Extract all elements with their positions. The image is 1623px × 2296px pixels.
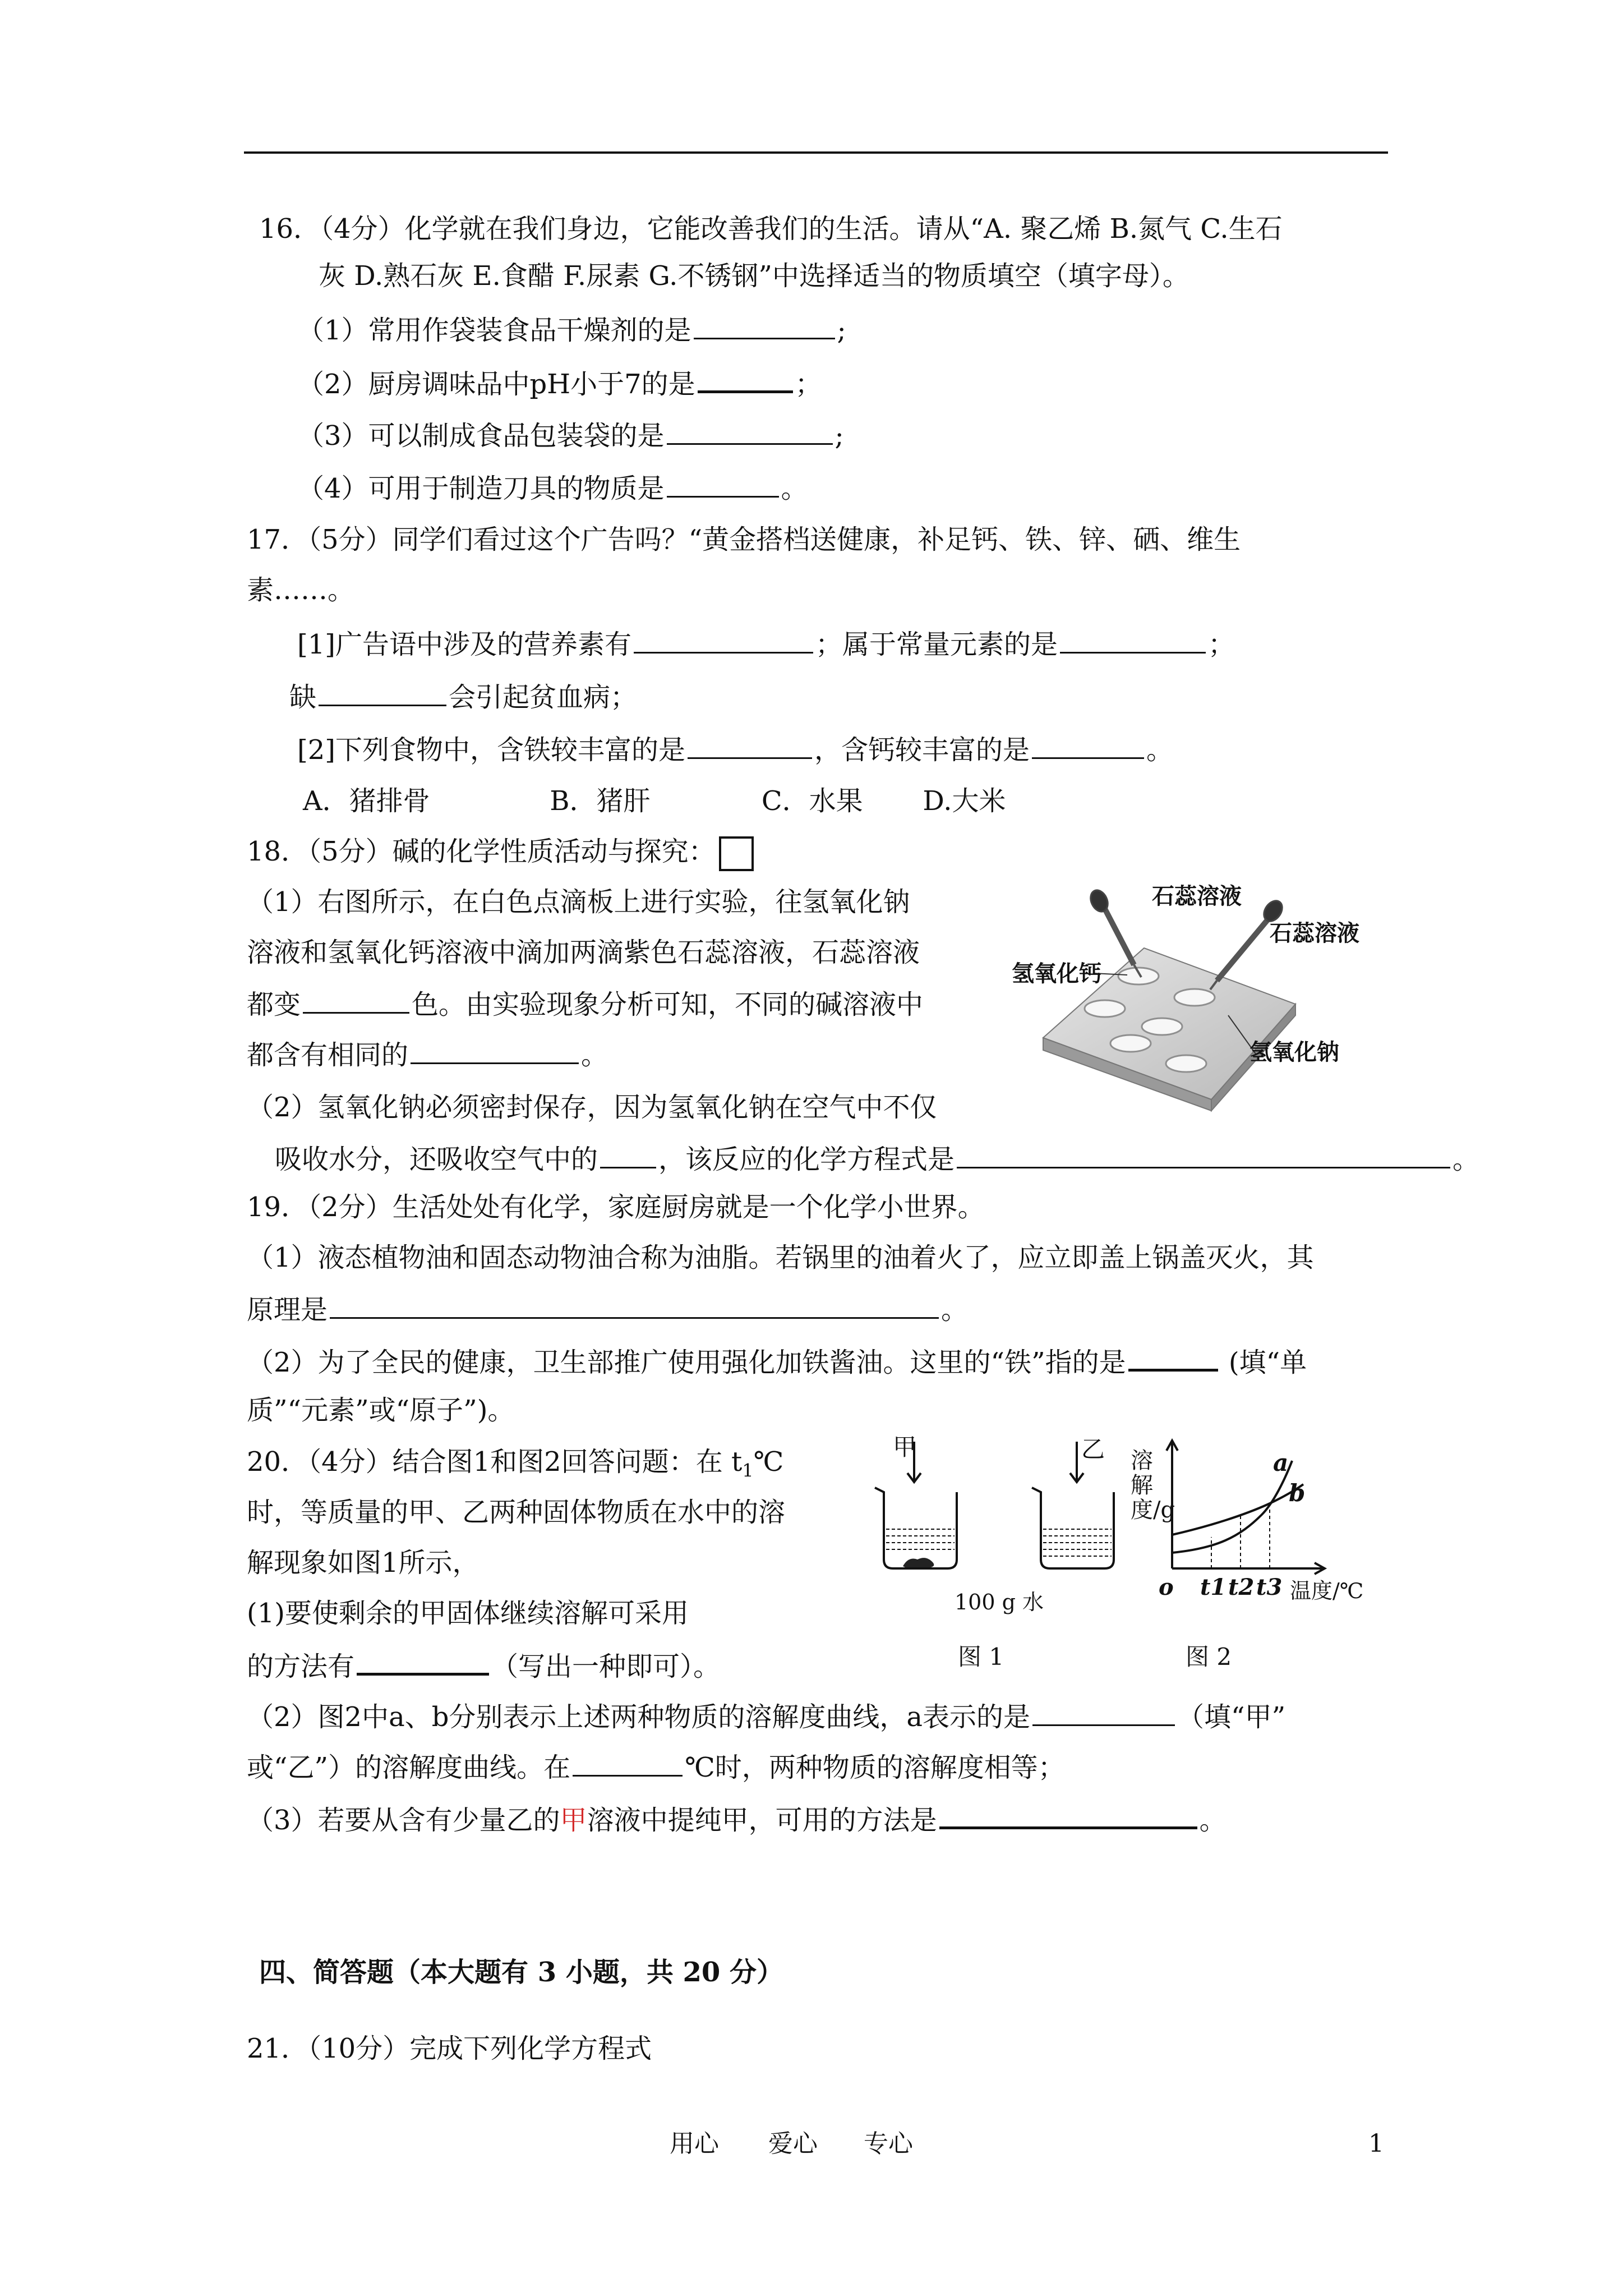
footer-motto-1: 用心 bbox=[670, 2129, 719, 2158]
q18-title: 18．（5分）碱的化学性质活动与探究： bbox=[247, 835, 754, 871]
q17-part1-cont: 缺 会引起贫血病； bbox=[289, 679, 637, 714]
page-number: 1 bbox=[1368, 2129, 1384, 2158]
q16-part1: （1）常用作袋装食品干燥剂的是 ; bbox=[297, 312, 846, 347]
checkbox-square bbox=[719, 836, 754, 871]
q20-line3: 解现象如图1所示， bbox=[247, 1547, 479, 1579]
q21-line: 21．（10分）完成下列化学方程式 bbox=[247, 2033, 652, 2064]
q18-line1: （1）右图所示，在白色点滴板上进行实验，往氢氧化钠 bbox=[247, 886, 910, 918]
q20-line7: 或“乙”）的溶解度曲线。在 ℃时，两种物质的溶解度相等； bbox=[247, 1749, 1065, 1784]
q19-line2: 原理是 。 bbox=[247, 1291, 968, 1327]
answer-blank[interactable] bbox=[667, 470, 779, 498]
answer-blank[interactable] bbox=[303, 986, 409, 1014]
label-sodium-hydroxide: 氢氧化钠 bbox=[1249, 1039, 1339, 1065]
q16-part2: （2）厨房调味品中pH小于7的是 ； bbox=[297, 365, 822, 401]
q18-line3: 都变 色。由实验现象分析可知，不同的碱溶液中 bbox=[247, 986, 923, 1022]
figure-1-caption: 图 1 bbox=[958, 1643, 1004, 1671]
answer-blank[interactable] bbox=[667, 417, 833, 445]
q19-title: 19．（2分）生活处处有化学，家庭厨房就是一个化学小世界。 bbox=[247, 1191, 985, 1223]
q17-part1: [1]广告语中涉及的营养素有 ；属于常量元素的是 ； bbox=[297, 626, 1235, 661]
section-heading: 四、简答题（本大题有 3 小题，共 20 分） bbox=[259, 1957, 784, 1988]
origin-label: o bbox=[1159, 1574, 1174, 1600]
q19-line4: 质”“元素”或“原子”)。 bbox=[247, 1395, 515, 1426]
y-axis-label: 溶解度/g bbox=[1131, 1448, 1175, 1523]
q18-line4: 都含有相同的 。 bbox=[247, 1037, 608, 1072]
x-axis-label: 温度/℃ bbox=[1290, 1579, 1364, 1603]
q20-line4: (1)要使剩余的甲固体继续溶解可采用 bbox=[247, 1598, 689, 1629]
label-yi: 乙 bbox=[1081, 1435, 1105, 1463]
q19-line3: （2）为了全民的健康，卫生部推广使用强化加铁酱油。这里的“铁”指的是 (填“单 bbox=[247, 1343, 1307, 1379]
answer-blank[interactable] bbox=[1032, 731, 1144, 759]
q19-line1: （1）液态植物油和固态动物油合称为油脂。若锅里的油着火了，应立即盖上锅盖灭火，其 bbox=[247, 1242, 1314, 1273]
answer-blank[interactable] bbox=[600, 1141, 656, 1168]
answer-blank[interactable] bbox=[1128, 1343, 1218, 1372]
answer-blank[interactable] bbox=[698, 365, 793, 393]
figure-2-caption: 图 2 bbox=[1186, 1643, 1232, 1671]
label-calcium-hydroxide: 氢氧化钙 bbox=[1012, 961, 1101, 987]
q16-part4: （4）可用于制造刀具的物质是 。 bbox=[297, 470, 808, 505]
footer-motto-2: 爱心 bbox=[768, 2129, 818, 2158]
label-litmus-2: 石蕊溶液 bbox=[1270, 921, 1359, 946]
t2-label: t2 bbox=[1228, 1574, 1255, 1600]
curve-a-label: a bbox=[1273, 1449, 1289, 1476]
answer-blank[interactable] bbox=[319, 679, 446, 706]
q17-options: A．猪排骨 B．猪肝 C．水果 D.大米 bbox=[303, 785, 1006, 817]
header-rule bbox=[244, 151, 1388, 154]
answer-blank[interactable] bbox=[957, 1141, 1450, 1168]
t1-label: t1 bbox=[1200, 1574, 1227, 1600]
q20-line6: （2）图2中a、b分别表示上述两种物质的溶解度曲线，a表示的是 （填“甲” bbox=[247, 1699, 1285, 1734]
q18-line5: （2）氢氧化钠必须密封保存，因为氢氧化钠在空气中不仅 bbox=[247, 1092, 937, 1123]
q16-line2: 灰 D.熟石灰 E.食醋 F.尿素 G.不锈钢”中选择适当的物质填空（填字母）。 bbox=[319, 260, 1189, 292]
answer-blank[interactable] bbox=[688, 731, 812, 759]
q18-line6: 吸收水分，还吸收空气中的 ，该反应的化学方程式是 。 bbox=[275, 1141, 1479, 1176]
answer-blank[interactable] bbox=[411, 1037, 579, 1064]
spot-plate-figure bbox=[1032, 875, 1391, 1122]
q20-line8: （3）若要从含有少量乙的甲溶液中提纯甲，可用的方法是 。 bbox=[247, 1801, 1227, 1837]
q17-line2: 素……。 bbox=[247, 574, 355, 606]
answer-blank[interactable] bbox=[634, 626, 813, 654]
q20-line5: 的方法有 （写出一种即可）。 bbox=[247, 1647, 720, 1683]
answer-blank[interactable] bbox=[1032, 1699, 1175, 1726]
label-jia: 甲 bbox=[893, 1433, 917, 1461]
label-water: 100 g 水 bbox=[955, 1590, 1044, 1614]
curve-b-label: b bbox=[1289, 1479, 1306, 1507]
answer-blank[interactable] bbox=[573, 1749, 683, 1777]
answer-blank[interactable] bbox=[694, 312, 835, 339]
answer-blank[interactable] bbox=[330, 1291, 939, 1319]
q18-line2: 溶液和氢氧化钙溶液中滴加两滴紫色石蕊溶液，石蕊溶液 bbox=[247, 937, 920, 968]
q17-line1: 17．（5分）同学们看过这个广告吗？“黄金搭档送健康，补足钙、铁、锌、硒、维生 bbox=[247, 524, 1241, 555]
q16-part3: （3）可以制成食品包装袋的是 ; bbox=[297, 417, 844, 453]
label-litmus-1: 石蕊溶液 bbox=[1152, 884, 1242, 909]
q20-line1: 20．（4分）结合图1和图2回答问题：在 $t_1℃$ bbox=[247, 1446, 784, 1481]
answer-blank[interactable] bbox=[1060, 626, 1206, 654]
answer-blank[interactable] bbox=[357, 1647, 489, 1676]
t3-label: t3 bbox=[1256, 1574, 1283, 1600]
footer-motto-3: 专心 bbox=[864, 2129, 913, 2158]
q20-line2: 时，等质量的甲、乙两种固体物质在水中的溶 bbox=[247, 1497, 786, 1528]
q16-line1: 16．（4分）化学就在我们身边，它能改善我们的生活。请从“A. 聚乙烯 B.氮气 C.生石 bbox=[259, 213, 1283, 245]
answer-blank[interactable] bbox=[939, 1801, 1197, 1829]
q17-part2: [2]下列食物中，含铁较丰富的是 ，含钙较丰富的是 。 bbox=[297, 731, 1173, 767]
